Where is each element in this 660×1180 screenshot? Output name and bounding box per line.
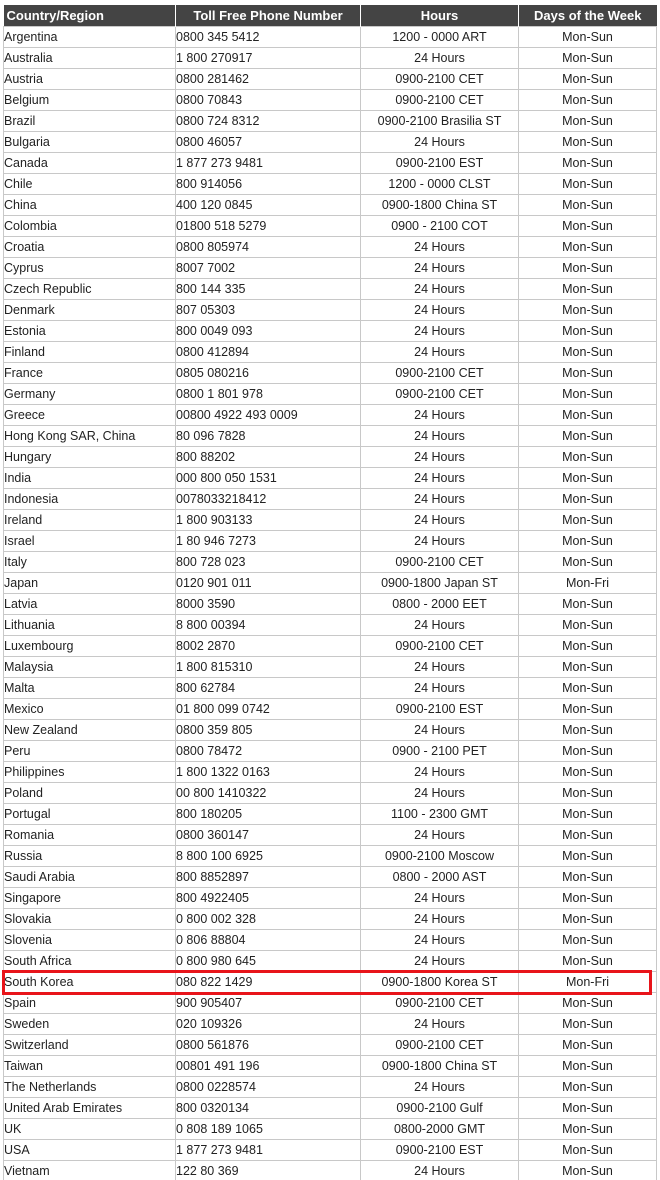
phone-number-cell: 800 0049 093: [176, 321, 361, 342]
table-row: [4, 384, 657, 405]
hours-cell: 0800 - 2000 AST: [361, 867, 519, 888]
country-cell: New Zealand: [4, 720, 176, 741]
phone-number-cell: 800 0320134: [176, 1098, 361, 1119]
table-row: [4, 90, 657, 111]
phone-number-cell: 8000 3590: [176, 594, 361, 615]
days-cell: Mon-Sun: [519, 216, 657, 237]
table-row: [4, 27, 657, 48]
hours-cell: 0900 - 2100 PET: [361, 741, 519, 762]
hours-cell: 1200 - 0000 CLST: [361, 174, 519, 195]
days-cell: Mon-Sun: [519, 195, 657, 216]
table-row: [4, 972, 657, 993]
country-cell: Canada: [4, 153, 176, 174]
days-cell: Mon-Sun: [519, 300, 657, 321]
country-cell: India: [4, 468, 176, 489]
days-cell: Mon-Sun: [519, 1014, 657, 1035]
phone-number-cell: 0 800 980 645: [176, 951, 361, 972]
days-cell: Mon-Sun: [519, 27, 657, 48]
phone-number-cell: 122 80 369: [176, 1161, 361, 1180]
phone-number-cell: 0 806 88804: [176, 930, 361, 951]
days-cell: Mon-Sun: [519, 1119, 657, 1140]
table-row: [4, 993, 657, 1014]
table-row: [4, 951, 657, 972]
hours-cell: 0900-2100 Brasilia ST: [361, 111, 519, 132]
country-cell: Hungary: [4, 447, 176, 468]
days-cell: Mon-Sun: [519, 762, 657, 783]
hours-cell: 0900-2100 CET: [361, 1035, 519, 1056]
hours-cell: 24 Hours: [361, 1161, 519, 1180]
table-row: [4, 1077, 657, 1098]
days-cell: Mon-Sun: [519, 342, 657, 363]
hours-cell: 0900-2100 Moscow: [361, 846, 519, 867]
hours-cell: 24 Hours: [361, 1014, 519, 1035]
header-phone: Toll Free Phone Number: [176, 5, 361, 27]
phone-number-cell: 00801 491 196: [176, 1056, 361, 1077]
table-row: [4, 1035, 657, 1056]
days-cell: Mon-Sun: [519, 384, 657, 405]
phone-number-cell: 400 120 0845: [176, 195, 361, 216]
hours-cell: 0900-2100 CET: [361, 993, 519, 1014]
country-cell: Germany: [4, 384, 176, 405]
country-cell: Denmark: [4, 300, 176, 321]
country-cell: Belgium: [4, 90, 176, 111]
country-cell: UK: [4, 1119, 176, 1140]
table-row: [4, 132, 657, 153]
phone-number-cell: 0805 080216: [176, 363, 361, 384]
days-cell: Mon-Sun: [519, 405, 657, 426]
hours-cell: 24 Hours: [361, 405, 519, 426]
country-cell: Austria: [4, 69, 176, 90]
phone-number-cell: 8002 2870: [176, 636, 361, 657]
phone-number-cell: 01 800 099 0742: [176, 699, 361, 720]
phone-number-cell: 0800 805974: [176, 237, 361, 258]
table-row: [4, 657, 657, 678]
hours-cell: 24 Hours: [361, 510, 519, 531]
days-cell: Mon-Sun: [519, 153, 657, 174]
table-row: [4, 720, 657, 741]
table-row: [4, 1161, 657, 1180]
hours-cell: 24 Hours: [361, 762, 519, 783]
days-cell: Mon-Sun: [519, 510, 657, 531]
phone-number-cell: 080 822 1429: [176, 972, 361, 993]
country-cell: Argentina: [4, 27, 176, 48]
days-cell: Mon-Sun: [519, 804, 657, 825]
table-row: [4, 342, 657, 363]
days-cell: Mon-Sun: [519, 426, 657, 447]
days-cell: Mon-Fri: [519, 573, 657, 594]
phone-number-cell: 8007 7002: [176, 258, 361, 279]
table-row: [4, 510, 657, 531]
days-cell: Mon-Fri: [519, 972, 657, 993]
header-days: Days of the Week: [519, 5, 657, 27]
country-cell: Indonesia: [4, 489, 176, 510]
days-cell: Mon-Sun: [519, 594, 657, 615]
days-cell: Mon-Sun: [519, 1035, 657, 1056]
phone-number-cell: 0800 561876: [176, 1035, 361, 1056]
country-cell: Malta: [4, 678, 176, 699]
hours-cell: 24 Hours: [361, 783, 519, 804]
days-cell: Mon-Sun: [519, 657, 657, 678]
country-cell: Estonia: [4, 321, 176, 342]
country-cell: Italy: [4, 552, 176, 573]
days-cell: Mon-Sun: [519, 1140, 657, 1161]
country-cell: China: [4, 195, 176, 216]
phone-number-cell: 1 877 273 9481: [176, 153, 361, 174]
phone-number-cell: 0800 360147: [176, 825, 361, 846]
phone-number-cell: 80 096 7828: [176, 426, 361, 447]
hours-cell: 0900-2100 EST: [361, 699, 519, 720]
country-cell: Japan: [4, 573, 176, 594]
country-cell: Hong Kong SAR, China: [4, 426, 176, 447]
phone-number-cell: 800 180205: [176, 804, 361, 825]
table-row: [4, 321, 657, 342]
days-cell: Mon-Sun: [519, 825, 657, 846]
days-cell: Mon-Sun: [519, 1161, 657, 1180]
phone-number-cell: 1 800 270917: [176, 48, 361, 69]
country-cell: USA: [4, 1140, 176, 1161]
days-cell: Mon-Sun: [519, 993, 657, 1014]
country-cell: Croatia: [4, 237, 176, 258]
phone-number-cell: 1 80 946 7273: [176, 531, 361, 552]
table-row: [4, 300, 657, 321]
table-row: [4, 195, 657, 216]
phone-number-cell: 00800 4922 493 0009: [176, 405, 361, 426]
days-cell: Mon-Sun: [519, 1077, 657, 1098]
hours-cell: 0900-2100 EST: [361, 153, 519, 174]
days-cell: Mon-Sun: [519, 867, 657, 888]
support-numbers-table: [3, 5, 657, 1180]
days-cell: Mon-Sun: [519, 90, 657, 111]
phone-number-cell: 00 800 1410322: [176, 783, 361, 804]
country-cell: United Arab Emirates: [4, 1098, 176, 1119]
country-cell: Malaysia: [4, 657, 176, 678]
hours-cell: 0900 - 2100 COT: [361, 216, 519, 237]
phone-number-cell: 01800 518 5279: [176, 216, 361, 237]
country-cell: Czech Republic: [4, 279, 176, 300]
phone-number-cell: 800 914056: [176, 174, 361, 195]
days-cell: Mon-Sun: [519, 741, 657, 762]
country-cell: Ireland: [4, 510, 176, 531]
phone-number-cell: 0800 281462: [176, 69, 361, 90]
phone-number-cell: 8 800 00394: [176, 615, 361, 636]
table-row: [4, 1056, 657, 1077]
table-row: [4, 531, 657, 552]
days-cell: Mon-Sun: [519, 132, 657, 153]
table-row: [4, 153, 657, 174]
table-row: [4, 1014, 657, 1035]
hours-cell: 24 Hours: [361, 720, 519, 741]
table-row: [4, 783, 657, 804]
days-cell: Mon-Sun: [519, 678, 657, 699]
days-cell: Mon-Sun: [519, 48, 657, 69]
hours-cell: 24 Hours: [361, 657, 519, 678]
hours-cell: 24 Hours: [361, 489, 519, 510]
hours-cell: 0900-1800 Japan ST: [361, 573, 519, 594]
hours-cell: 24 Hours: [361, 321, 519, 342]
country-cell: Brazil: [4, 111, 176, 132]
country-cell: Saudi Arabia: [4, 867, 176, 888]
hours-cell: 24 Hours: [361, 1077, 519, 1098]
hours-cell: 24 Hours: [361, 468, 519, 489]
country-cell: South Korea: [4, 972, 176, 993]
country-cell: Russia: [4, 846, 176, 867]
hours-cell: 0900-2100 CET: [361, 90, 519, 111]
phone-number-cell: 800 88202: [176, 447, 361, 468]
phone-number-cell: 0 800 002 328: [176, 909, 361, 930]
table-row: [4, 447, 657, 468]
hours-cell: 24 Hours: [361, 930, 519, 951]
days-cell: Mon-Sun: [519, 363, 657, 384]
table-row: [4, 846, 657, 867]
phone-number-cell: 0078033218412: [176, 489, 361, 510]
phone-number-cell: 020 109326: [176, 1014, 361, 1035]
hours-cell: 1200 - 0000 ART: [361, 27, 519, 48]
hours-cell: 24 Hours: [361, 279, 519, 300]
hours-cell: 24 Hours: [361, 678, 519, 699]
hours-cell: 24 Hours: [361, 237, 519, 258]
country-cell: Taiwan: [4, 1056, 176, 1077]
phone-number-cell: 1 800 1322 0163: [176, 762, 361, 783]
country-cell: Poland: [4, 783, 176, 804]
hours-cell: 24 Hours: [361, 258, 519, 279]
table-row: [4, 699, 657, 720]
table-row: [4, 426, 657, 447]
phone-number-cell: 800 4922405: [176, 888, 361, 909]
country-cell: Chile: [4, 174, 176, 195]
table-row: [4, 594, 657, 615]
phone-number-cell: 0 808 189 1065: [176, 1119, 361, 1140]
table-row: [4, 48, 657, 69]
country-cell: Peru: [4, 741, 176, 762]
days-cell: Mon-Sun: [519, 111, 657, 132]
days-cell: Mon-Sun: [519, 468, 657, 489]
country-cell: Romania: [4, 825, 176, 846]
hours-cell: 0900-2100 CET: [361, 636, 519, 657]
hours-cell: 0900-2100 CET: [361, 363, 519, 384]
table-row: [4, 909, 657, 930]
days-cell: Mon-Sun: [519, 888, 657, 909]
phone-number-cell: 0800 724 8312: [176, 111, 361, 132]
country-cell: Singapore: [4, 888, 176, 909]
country-cell: Finland: [4, 342, 176, 363]
country-cell: Switzerland: [4, 1035, 176, 1056]
table-row: [4, 489, 657, 510]
table-row: [4, 279, 657, 300]
phone-number-cell: 0800 1 801 978: [176, 384, 361, 405]
days-cell: Mon-Sun: [519, 930, 657, 951]
table-row: [4, 237, 657, 258]
header-hours: Hours: [361, 5, 519, 27]
hours-cell: 0900-2100 CET: [361, 69, 519, 90]
table-row: [4, 468, 657, 489]
table-row: [4, 825, 657, 846]
hours-cell: 24 Hours: [361, 825, 519, 846]
table-row: [4, 867, 657, 888]
table-row: [4, 741, 657, 762]
table-row: [4, 552, 657, 573]
table-row: [4, 111, 657, 132]
hours-cell: 0900-2100 CET: [361, 384, 519, 405]
hours-cell: 24 Hours: [361, 888, 519, 909]
days-cell: Mon-Sun: [519, 447, 657, 468]
days-cell: Mon-Sun: [519, 279, 657, 300]
hours-cell: 0900-2100 Gulf: [361, 1098, 519, 1119]
country-cell: Cyprus: [4, 258, 176, 279]
hours-cell: 0800-2000 GMT: [361, 1119, 519, 1140]
country-cell: Portugal: [4, 804, 176, 825]
hours-cell: 24 Hours: [361, 132, 519, 153]
country-cell: Bulgaria: [4, 132, 176, 153]
country-cell: Philippines: [4, 762, 176, 783]
table-row: [4, 405, 657, 426]
hours-cell: 0900-1800 Korea ST: [361, 972, 519, 993]
table-row: [4, 573, 657, 594]
hours-cell: 0900-2100 EST: [361, 1140, 519, 1161]
phone-number-cell: 0800 70843: [176, 90, 361, 111]
phone-number-cell: 807 05303: [176, 300, 361, 321]
phone-number-cell: 0800 345 5412: [176, 27, 361, 48]
country-cell: The Netherlands: [4, 1077, 176, 1098]
phone-number-cell: 8 800 100 6925: [176, 846, 361, 867]
phone-number-cell: 800 62784: [176, 678, 361, 699]
table-header-row: [4, 5, 657, 27]
days-cell: Mon-Sun: [519, 615, 657, 636]
table-row: [4, 1119, 657, 1140]
hours-cell: 0900-1800 China ST: [361, 195, 519, 216]
country-cell: France: [4, 363, 176, 384]
phone-number-cell: 0800 359 805: [176, 720, 361, 741]
days-cell: Mon-Sun: [519, 174, 657, 195]
country-cell: Colombia: [4, 216, 176, 237]
hours-cell: 24 Hours: [361, 615, 519, 636]
days-cell: Mon-Sun: [519, 951, 657, 972]
days-cell: Mon-Sun: [519, 783, 657, 804]
table-row: [4, 636, 657, 657]
days-cell: Mon-Sun: [519, 258, 657, 279]
country-cell: Greece: [4, 405, 176, 426]
days-cell: Mon-Sun: [519, 720, 657, 741]
table-row: [4, 678, 657, 699]
days-cell: Mon-Sun: [519, 489, 657, 510]
days-cell: Mon-Sun: [519, 1056, 657, 1077]
hours-cell: 1100 - 2300 GMT: [361, 804, 519, 825]
country-cell: Luxembourg: [4, 636, 176, 657]
hours-cell: 24 Hours: [361, 426, 519, 447]
hours-cell: 24 Hours: [361, 909, 519, 930]
hours-cell: 0900-2100 CET: [361, 552, 519, 573]
country-cell: Slovenia: [4, 930, 176, 951]
days-cell: Mon-Sun: [519, 699, 657, 720]
phone-number-cell: 1 800 903133: [176, 510, 361, 531]
table-row: [4, 762, 657, 783]
table-row: [4, 930, 657, 951]
days-cell: Mon-Sun: [519, 531, 657, 552]
days-cell: Mon-Sun: [519, 909, 657, 930]
days-cell: Mon-Sun: [519, 1098, 657, 1119]
days-cell: Mon-Sun: [519, 321, 657, 342]
country-cell: Sweden: [4, 1014, 176, 1035]
hours-cell: 24 Hours: [361, 951, 519, 972]
days-cell: Mon-Sun: [519, 846, 657, 867]
phone-number-cell: 1 800 815310: [176, 657, 361, 678]
hours-cell: 0900-1800 China ST: [361, 1056, 519, 1077]
country-cell: South Africa: [4, 951, 176, 972]
country-cell: Lithuania: [4, 615, 176, 636]
table-row: [4, 615, 657, 636]
days-cell: Mon-Sun: [519, 552, 657, 573]
days-cell: Mon-Sun: [519, 636, 657, 657]
phone-number-cell: 0800 0228574: [176, 1077, 361, 1098]
country-cell: Spain: [4, 993, 176, 1014]
table-row: [4, 1098, 657, 1119]
hours-cell: 0800 - 2000 EET: [361, 594, 519, 615]
header-country: Country/Region: [4, 5, 176, 27]
table-row: [4, 363, 657, 384]
phone-number-cell: 0800 78472: [176, 741, 361, 762]
phone-number-cell: 900 905407: [176, 993, 361, 1014]
table-row: [4, 888, 657, 909]
country-cell: Mexico: [4, 699, 176, 720]
phone-number-cell: 0800 412894: [176, 342, 361, 363]
phone-number-cell: 0120 901 011: [176, 573, 361, 594]
phone-number-cell: 800 8852897: [176, 867, 361, 888]
hours-cell: 24 Hours: [361, 447, 519, 468]
hours-cell: 24 Hours: [361, 531, 519, 552]
days-cell: Mon-Sun: [519, 69, 657, 90]
country-cell: Vietnam: [4, 1161, 176, 1180]
hours-cell: 24 Hours: [361, 48, 519, 69]
table-row: [4, 69, 657, 90]
hours-cell: 24 Hours: [361, 300, 519, 321]
phone-number-cell: 1 877 273 9481: [176, 1140, 361, 1161]
table-row: [4, 174, 657, 195]
phone-number-cell: 800 728 023: [176, 552, 361, 573]
days-cell: Mon-Sun: [519, 237, 657, 258]
table-row: [4, 804, 657, 825]
hours-cell: 24 Hours: [361, 342, 519, 363]
country-cell: Slovakia: [4, 909, 176, 930]
table-row: [4, 216, 657, 237]
country-cell: Latvia: [4, 594, 176, 615]
country-cell: Israel: [4, 531, 176, 552]
country-cell: Australia: [4, 48, 176, 69]
table-row: [4, 1140, 657, 1161]
phone-number-cell: 000 800 050 1531: [176, 468, 361, 489]
phone-number-cell: 800 144 335: [176, 279, 361, 300]
phone-number-cell: 0800 46057: [176, 132, 361, 153]
table-row: [4, 258, 657, 279]
table-body: [4, 27, 657, 1180]
